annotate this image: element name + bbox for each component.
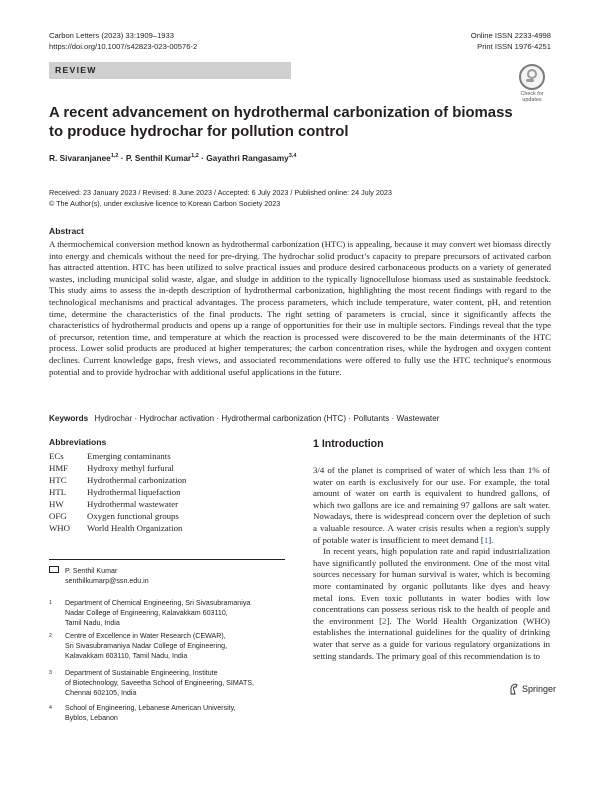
doi-link[interactable]: https://doi.org/10.1007/s42823-023-00576-2	[49, 41, 198, 51]
check-updates-text: Check for updates	[520, 91, 544, 103]
affiliation-item: 2 Centre of Excellence in Water Research (CEWAR), Sri Sivasubramaniya Nadar College of Engineering, Kalavakkam 603110, Tamil Nadu, India	[49, 632, 228, 660]
abbreviation-item: OFG Oxygen functional groups	[49, 511, 179, 521]
abbreviation-item: HTL Hydrothermal liquefaction	[49, 487, 181, 497]
section-heading-introduction: 1 Introduction	[313, 438, 384, 450]
article-type-label: REVIEW	[55, 65, 97, 75]
introduction-text	[313, 465, 550, 662]
author-affiliation: 1,2	[191, 153, 199, 160]
online-issn: Online ISSN 2233-4998	[470, 31, 551, 40]
paragraph: In recent years, high population rate and rapid industrialization have significantly polluted the environment. One of the most vital sources necessary for human survival is water, which is becoming more contaminated by organic pollutants like dyes and heavy metal ions. Even toxic pollutants in water bodies with low concentrations can possess serious risk to the health of people and the environment [2]. The World Health Organization (WHO) establishes the international guidelines for the quality of drinking water that serve as a guide for various regulatory organizations in setting standards. The primary goal of this recommendation is to	[313, 546, 550, 661]
publisher-name: Springer	[522, 684, 557, 694]
print-issn: Print ISSN 1976-4251	[477, 41, 551, 51]
publisher-logo	[509, 683, 556, 695]
author-name[interactable]: P. Senthil Kumar	[125, 153, 192, 163]
keywords-label: Keywords	[49, 414, 89, 423]
abstract-heading: Abstract	[49, 226, 84, 236]
history-dates: Received: 23 January 2023 / Revised: 8 June 2023 / Accepted: 6 July 2023 / Published online: 24 July 2023	[49, 188, 392, 197]
contact-name: P. Senthil Kumar	[65, 567, 118, 575]
copyright-line: © The Author(s), under exclusive licence to Korean Carbon Society 2023	[49, 198, 281, 208]
journal-citation: Carbon Letters (2023) 33:1909–1933	[49, 31, 174, 40]
abbreviations-list	[49, 450, 186, 534]
article-type-bar	[49, 62, 291, 79]
check-for-updates-badge[interactable]	[515, 64, 549, 103]
abbreviation-item: HTC Hydrothermal carbonization	[49, 475, 187, 485]
keywords	[49, 414, 551, 423]
author-list: R. Sivaranjanee$^{1,2}$ · P. Senthil Kumar$^{1,2}$ · Gayathri Rangasamy$^{3,4}$	[49, 153, 297, 163]
citation-link[interactable]: 2	[382, 615, 387, 626]
affiliation-item: 4 School of Engineering, Lebanese American University, Byblos, Lebanon	[49, 704, 236, 722]
paragraph: 3/4 of the planet is comprised of water of which less than 1% of water on earth is exclusively for our use. For example, the total amount of water on earth is equivalent to hundred gallons, of which two gallons are ice and remaining 97 gallons are salt water. Nowadays, there is widespread concern over the depletion of such a valuable resource. A water crisis results when a region's supply of potable water is insufficient to meet demand [1].	[313, 465, 550, 545]
corresponding-author	[49, 566, 149, 586]
abstract-text: A thermochemical conversion method known as hydrothermal carbonization (HTC) is appealing, because it may convert wet biomass directly into energy and chemicals without the need for pre-drying. The hydrochar solid product’s capacity to prepare precursors of activated carbon has attracted attention. HTC has been utilized to solve practical issues and produce desired carbonaceous products on a variety of generated wastes, including municipal solid waste, algae, and sludge in addition to the typically lignocellulose biomass used as sustainable feedstock. This study aims to assess the in-depth description of hydrothermal carbonization, highlighting the most recent findings with regard to the technological mechanisms and practical advantages. The process parameters, which include temperature, water content, pH, and retention time, determine the characteristics of the final products. The right setting of parameters is crucial, since it significantly affects the characteristics of hydrothermal products and opens up a range of opportunities for their use in multiple sectors. Findings reveal that the type of precursor, retention time, and temperature at which the reaction is processed were discovered to be the main determinants of the HTC process. Lower solid products are produced at higher temperatures; the carbon concentration rises, while the hydrogen and oxygen content declines. Current knowledge gaps, fresh views, and associated recommendations were offered to fully use the HTC technique's enormous potential and to provide hydrochar with additional useful applications in the future.	[49, 239, 551, 377]
abbreviations-heading: Abbreviations	[49, 437, 107, 447]
article-title: A recent advancement on hydrothermal carbonization of biomass to produce hydrochar for pollution control	[49, 105, 513, 140]
publication-dates	[49, 188, 392, 209]
author-name[interactable]: Gayathri Rangasamy	[206, 153, 289, 163]
springer-horse-icon	[509, 683, 519, 695]
footnote-divider	[49, 559, 285, 560]
author-affiliation: 3,4	[288, 153, 297, 160]
abbreviation-item: ECs Emerging contaminants	[49, 451, 171, 461]
envelope-icon	[49, 566, 59, 573]
abbreviation-item: WHO World Health Organization	[49, 523, 183, 533]
check-updates-icon	[519, 64, 545, 90]
journal-header	[49, 31, 197, 52]
author-affiliation: 1,2	[110, 153, 119, 160]
citation-link[interactable]: 1	[483, 534, 489, 545]
contact-email[interactable]: senthilkumarp@ssn.edu.in	[65, 577, 149, 585]
abbreviation-item: HMF Hydroxy methyl furfural	[49, 463, 174, 473]
issn-block	[471, 31, 551, 52]
affiliation-item: 3 Department of Sustainable Engineering, Institute of Biotechnology, Saveetha School of Engineering, SIMATS, Chennai 602105, India	[49, 669, 255, 697]
abbreviation-item: HW Hydrothermal wastewater	[49, 499, 179, 509]
affiliation-item: 1 Department of Chemical Engineering, Sri Sivasubramaniya Nadar College of Engineering, Kalavakkam 603110, Tamil Nadu, India	[49, 599, 251, 627]
keywords-list: Hydrochar · Hydrochar activation · Hydrothermal carbonization (HTC) · Pollutants · Wastewater	[94, 414, 440, 423]
author-name[interactable]: R. Sivaranjanee	[49, 153, 111, 163]
